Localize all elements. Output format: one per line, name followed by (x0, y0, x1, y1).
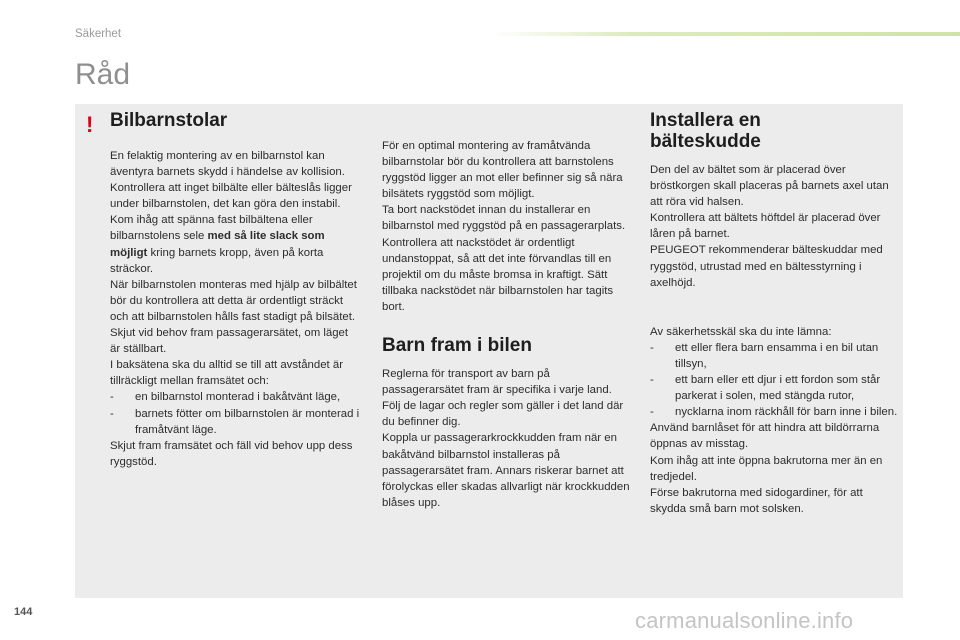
dash-list-item: - ett barn eller ett djur i ett fordon som står parkerat i solen, med stängda rutor, (650, 374, 881, 403)
heading-children-front: Barn fram i bilen (382, 335, 532, 357)
paragraph: Använd barnlåset för att hindra att bildörrarna öppnas av misstag. (650, 422, 880, 451)
header-accent-line (490, 32, 960, 36)
paragraph: Koppla ur passagerarkrockkudden fram när en bakåtvänd bilbarnstol installeras på passagerarsätet fram. Annars riskerar barnet att förolyckas eller skadas allvarligt när krockkudden blåses upp. (382, 432, 630, 509)
heading-line: bälteskudde (650, 131, 761, 152)
paragraph: Kontrollera att bältets höftdel är placerad över låren på barnet. (650, 212, 881, 241)
paragraph: En felaktig montering av en bilbarnstol kan äventyra barnets skydd i händelse av kollision. (110, 150, 345, 179)
dash-list-item: - ett eller flera barn ensamma i en bil utan tillsyn, (650, 341, 879, 370)
paragraph: Kom ihåg att inte öppna bakrutorna mer än en tredjedel. (650, 454, 883, 483)
paragraph (110, 212, 360, 276)
column-booster-seat (650, 110, 900, 517)
dash-list-item: - en bilbarnstol monterad i bakåtvänt läge, (110, 391, 341, 404)
page-title: Råd (75, 58, 131, 91)
bold-text: med så lite slack som möjligt (110, 230, 325, 259)
heading-line: Installera en (650, 110, 761, 131)
watermark: carmanualsonline.info (635, 608, 854, 633)
paragraph: När bilbarnstolen monteras med hjälp av bilbältet bör du kontrollera att detta är ordentligt sträckt och att bilbarnstolen hålls fast stadigt på bilsätet. Skjut vid behov fram passagerarsätet, om läget är ställbart. (110, 278, 357, 356)
heading-booster-seat (650, 110, 900, 152)
paragraph: PEUGEOT rekommenderar bälteskuddar med ryggstöd, utrustad med en bältesstyrning i axelhöjd. (650, 244, 883, 289)
warning-exclamation-icon: ! (86, 112, 94, 137)
column-child-seats (110, 110, 360, 470)
page-number: 144 (14, 606, 33, 618)
dash-list-item: - nycklarna inom räckhåll för barn inne i bilen. (650, 406, 898, 419)
dash-list-item: - barnets fötter om bilbarnstolen är monterad i framåtvänt läge. (110, 407, 360, 436)
paragraph: I baksätena ska du alltid se till att avståndet är tillräckligt mellan framsätet och: (110, 359, 344, 388)
column-mounting (382, 138, 632, 511)
paragraph: Den del av bältet som är placerad över bröstkorgen skall placeras på barnets axel utan att röra vid halsen. (650, 164, 889, 209)
heading-child-seats: Bilbarnstolar (110, 110, 228, 131)
paragraph: För en optimal montering av framåtvända bilbarnstolar bör du kontrollera att barnstolens ryggstöd ligger an mot eller befinner sig så nära bilsätets ryggstöd som möjligt. (382, 140, 623, 201)
text-run: Kom ihåg att spänna fast bilbältena eller bilbarnstolens sele (110, 214, 313, 243)
paragraph: Kontrollera att inget bilbälte eller bälteslås ligger under bilbarnstolen, det kan göra den instabil. (110, 182, 352, 211)
paragraph: Ta bort nackstödet innan du installerar en bilbarnstol med ryggstöd på en passagerarplats. (382, 204, 626, 233)
paragraph: Skjut fram framsätet och fäll vid behov upp dess ryggstöd. (110, 439, 353, 468)
paragraph: Reglerna för transport av barn på passagerarsätet fram är specifika i varje land. Följ de lagar och regler som gäller i det land där du befinner dig. (382, 368, 624, 429)
text-run: kring barnets kropp, även på korta sträckor. (110, 246, 324, 275)
paragraph: Av säkerhetsskäl ska du inte lämna: (650, 325, 832, 338)
paragraph: Kontrollera att nackstödet är ordentligt undanstoppat, så att det inte förvandlas till en projektil om du måste bromsa in kraftigt. Sätt tillbaka nackstödet när bilbarnstolen har tagits bort. (382, 236, 614, 313)
paragraph: Förse bakrutorna med sidogardiner, för att skydda små barn mot solsken. (650, 486, 863, 515)
section-label: Säkerhet (75, 28, 122, 40)
